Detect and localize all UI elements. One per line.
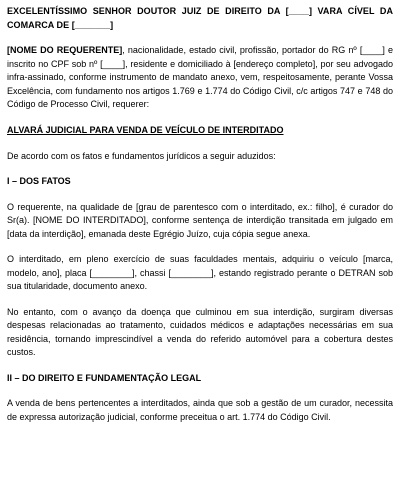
intro-text: , nacionalidade, estado civil, profissão, portador do RG nº [____] e inscrito no CPF sob nº [____], residente e domiciliado à [endereço completo], por seu advogado infra-assinado, conforme instrumento de mandato anexo, vem, respeitosamente, perante Vossa Excelência, com fundamento nos artigos 1.769 e 1.774 do Código Civil, c/c artigos 747 e 748 do Código de Processo Civil, requerer:: [7, 45, 393, 109]
section-heading-facts: I – DOS FATOS: [7, 176, 71, 186]
facts-paragraph-2: O interditado, em pleno exercício de suas faculdades mentais, adquiriu o veículo [marca, modelo, ano], placa [________], chassi [________], estando registrado perante o DETRAN sob sua titularidade, documento anexo.: [7, 254, 393, 291]
facts-paragraph-3: No entanto, com o avanço da doença que culminou em sua interdição, surgiram diversas despesas relacionadas ao tratamento, cuidados médicos e adaptações necessárias em sua residência, tornando imprescindível a venda do referido automóvel para a cobertura destes custos.: [7, 306, 393, 357]
law-paragraph-1: A venda de bens pertencentes a interditados, ainda que sob a gestão de um curador, necessita de expressa autorização judicial, conforme preceitua o art. 1.774 do Código Civil.: [7, 398, 393, 422]
intro-paragraph: [7, 44, 393, 112]
document-title: ALVARÁ JUDICIAL PARA VENDA DE VEÍCULO DE INTERDITADO: [7, 124, 284, 135]
lead-paragraph: De acordo com os fatos e fundamentos jurídicos a seguir aduzidos:: [7, 150, 276, 161]
court-address-heading: EXCELENTÍSSIMO SENHOR DOUTOR JUIZ DE DIREITO DA [____] VARA CÍVEL DA COMARCA DE [_______]: [7, 6, 393, 30]
facts-paragraph-1: O requerente, na qualidade de [grau de parentesco com o interditado, ex.: filho], é curador do Sr(a). [NOME DO INTERDITADO], conforme sentença de interdição transitada em julgado em [data da interdição], emanada deste Egrégio Juízo, cuja cópia segue anexa.: [7, 201, 393, 239]
section-heading-law: II – DO DIREITO E FUNDAMENTAÇÃO LEGAL: [7, 372, 202, 383]
requester-name: [NOME DO REQUERENTE]: [7, 45, 123, 55]
